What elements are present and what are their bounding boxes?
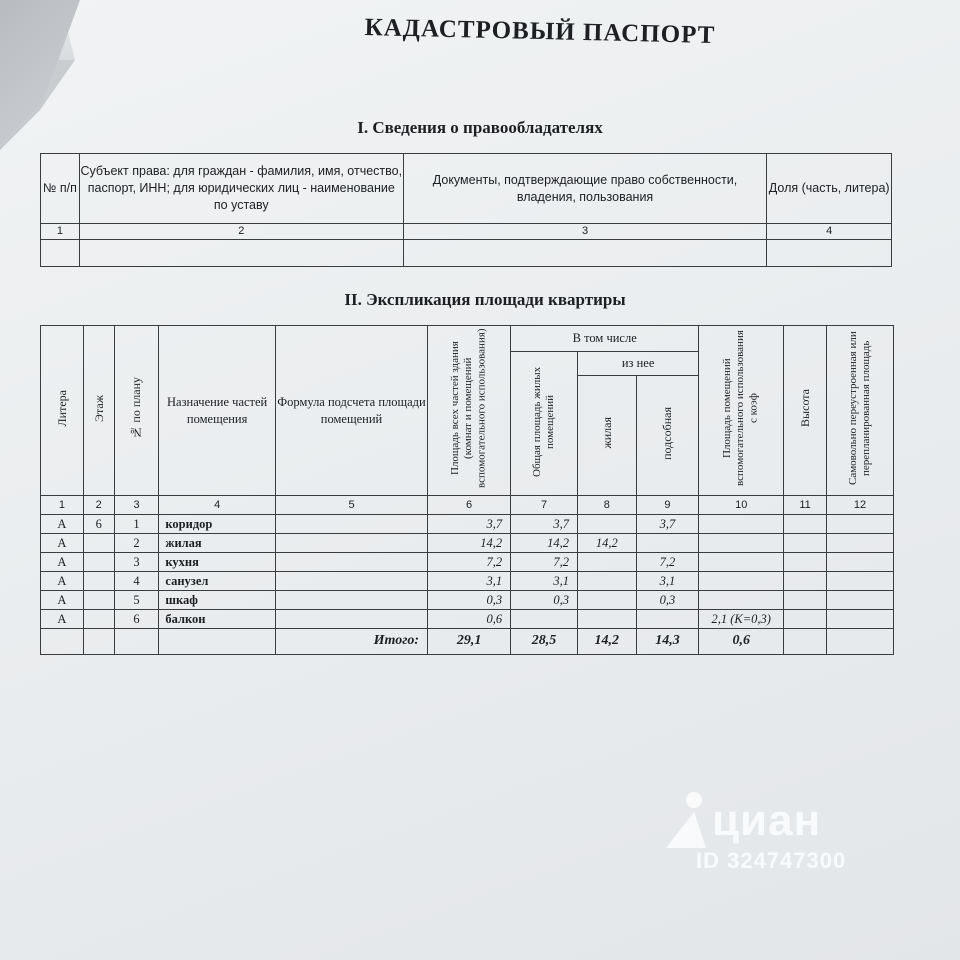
cell-litera: А [41, 572, 84, 591]
table-cell [79, 240, 403, 267]
owners-colnum: 3 [403, 224, 767, 240]
totals-label: Итого: [275, 629, 427, 655]
header-plan-no: № по плану [114, 326, 159, 496]
table-cell [41, 629, 84, 655]
owners-header-share: Доля (часть, литера) [767, 154, 892, 224]
cell-litera: А [41, 553, 84, 572]
cell-living [577, 610, 636, 629]
header-purpose: Назначение частей помещения [159, 326, 276, 496]
totals-general: 28,5 [511, 629, 578, 655]
table-row [41, 610, 894, 629]
cell-total: 0,6 [428, 610, 511, 629]
cell-aux: 3,7 [636, 515, 699, 534]
header-unauthorized: Самовольно переустроенная или перепланированная площадь [826, 326, 893, 496]
section2-heading: II. Экспликация площади квартиры [344, 290, 626, 309]
totals-aux: 14,3 [636, 629, 699, 655]
cell-floor [83, 610, 114, 629]
cell-floor [83, 591, 114, 610]
col-number: 8 [577, 496, 636, 515]
cell-living: 14,2 [577, 534, 636, 553]
cell-no: 4 [114, 572, 159, 591]
watermark-name: циан [712, 796, 822, 845]
header-auxiliary: подсобная [636, 376, 699, 496]
col-number: 6 [428, 496, 511, 515]
cell-floor [83, 534, 114, 553]
cell-total: 3,1 [428, 572, 511, 591]
table-row [41, 572, 894, 591]
cell-name: балкон [159, 610, 276, 629]
owners-header-no: № п/п [41, 154, 80, 224]
watermark-brand [660, 790, 900, 850]
cell-aux: 3,1 [636, 572, 699, 591]
cell-general: 14,2 [511, 534, 578, 553]
watermark-id: ID 324747300 [696, 848, 847, 873]
col-number: 11 [784, 496, 827, 515]
cell-aux: 0,3 [636, 591, 699, 610]
cell-litera: А [41, 534, 84, 553]
cell-floor [83, 553, 114, 572]
col-number: 3 [114, 496, 159, 515]
cell-aux [636, 534, 699, 553]
owners-col-numbers [41, 224, 892, 240]
cell-height [784, 572, 827, 591]
table-cell [826, 629, 893, 655]
cell-unauth [826, 610, 893, 629]
owners-table [40, 153, 892, 267]
location-pin-icon [660, 790, 710, 852]
header-of-which: из нее [577, 352, 698, 376]
cell-formula [275, 591, 427, 610]
cell-name: жилая [159, 534, 276, 553]
header-total-area: Площадь всех частей здания (комнат и помещений вспомогательного использования) [428, 326, 511, 496]
cell-litera: А [41, 610, 84, 629]
cell-unauth [826, 591, 893, 610]
cell-formula [275, 515, 427, 534]
owners-header-subject: Субъект права: для граждан - фамилия, имя, отчество, паспорт, ИНН; для юридических лиц - наименование по уставу [79, 154, 403, 224]
col-number: 2 [83, 496, 114, 515]
cell-aux: 7,2 [636, 553, 699, 572]
cell-total: 0,3 [428, 591, 511, 610]
col-number: 12 [826, 496, 893, 515]
section1-heading: I. Сведения о правообладателях [357, 118, 603, 137]
cell-coef: 2,1 (К=0,3) [699, 610, 784, 629]
owners-colnum: 2 [79, 224, 403, 240]
owners-colnum: 1 [41, 224, 80, 240]
table-cell [784, 629, 827, 655]
cell-general: 0,3 [511, 591, 578, 610]
cell-total: 14,2 [428, 534, 511, 553]
cell-floor: 6 [83, 515, 114, 534]
header-height: Высота [784, 326, 827, 496]
cell-name: кухня [159, 553, 276, 572]
cell-name: шкаф [159, 591, 276, 610]
cell-name: коридор [159, 515, 276, 534]
totals-living: 14,2 [577, 629, 636, 655]
totals-coef: 0,6 [699, 629, 784, 655]
table-cell [403, 240, 767, 267]
cell-height [784, 553, 827, 572]
col-number: 7 [511, 496, 578, 515]
cell-coef [699, 572, 784, 591]
cell-unauth [826, 553, 893, 572]
cell-unauth [826, 515, 893, 534]
cell-general: 3,7 [511, 515, 578, 534]
explication-table [40, 325, 894, 655]
cell-total: 3,7 [428, 515, 511, 534]
header-litera: Литера [41, 326, 84, 496]
cell-living [577, 515, 636, 534]
cell-living [577, 591, 636, 610]
header-formula: Формула подсчета площади помещений [275, 326, 427, 496]
table-cell [159, 629, 276, 655]
cell-formula [275, 534, 427, 553]
cell-coef [699, 591, 784, 610]
cell-height [784, 591, 827, 610]
cell-name: санузел [159, 572, 276, 591]
header-aux-coef: Площадь помещений вспомогательного использования с коэф [699, 326, 784, 496]
column-numbers-row [41, 496, 894, 515]
cell-no: 2 [114, 534, 159, 553]
owners-colnum: 4 [767, 224, 892, 240]
totals-row [41, 629, 894, 655]
table-cell [767, 240, 892, 267]
cell-no: 3 [114, 553, 159, 572]
cell-no: 1 [114, 515, 159, 534]
table-cell [83, 629, 114, 655]
cell-general [511, 610, 578, 629]
cell-height [784, 610, 827, 629]
header-floor: Этаж [83, 326, 114, 496]
cell-coef [699, 534, 784, 553]
cell-height [784, 534, 827, 553]
col-number: 4 [159, 496, 276, 515]
cell-aux [636, 610, 699, 629]
cell-litera: А [41, 591, 84, 610]
header-living-total: Общая площадь жилых помещений [511, 352, 578, 496]
table-row [41, 553, 894, 572]
table-row [41, 534, 894, 553]
col-number: 10 [699, 496, 784, 515]
cell-unauth [826, 534, 893, 553]
document-title: КАДАСТРОВЫЙ ПАСПОРТ [364, 14, 716, 49]
cell-general: 7,2 [511, 553, 578, 572]
totals-total: 29,1 [428, 629, 511, 655]
table-cell [114, 629, 159, 655]
cell-total: 7,2 [428, 553, 511, 572]
cell-formula [275, 553, 427, 572]
cell-coef [699, 515, 784, 534]
cell-formula [275, 572, 427, 591]
cell-general: 3,1 [511, 572, 578, 591]
table-cell [41, 240, 80, 267]
col-number: 9 [636, 496, 699, 515]
cell-height [784, 515, 827, 534]
cell-no: 6 [114, 610, 159, 629]
col-number: 1 [41, 496, 84, 515]
header-living: жилая [577, 376, 636, 496]
header-including: В том числе [511, 326, 699, 352]
owners-empty-row [41, 240, 892, 267]
col-number: 5 [275, 496, 427, 515]
cell-coef [699, 553, 784, 572]
cell-litera: А [41, 515, 84, 534]
cell-no: 5 [114, 591, 159, 610]
owners-header-documents: Документы, подтверждающие право собственности, владения, пользования [403, 154, 767, 224]
cell-living [577, 572, 636, 591]
table-row [41, 515, 894, 534]
cell-unauth [826, 572, 893, 591]
cell-living [577, 553, 636, 572]
cell-formula [275, 610, 427, 629]
cell-floor [83, 572, 114, 591]
table-row [41, 591, 894, 610]
